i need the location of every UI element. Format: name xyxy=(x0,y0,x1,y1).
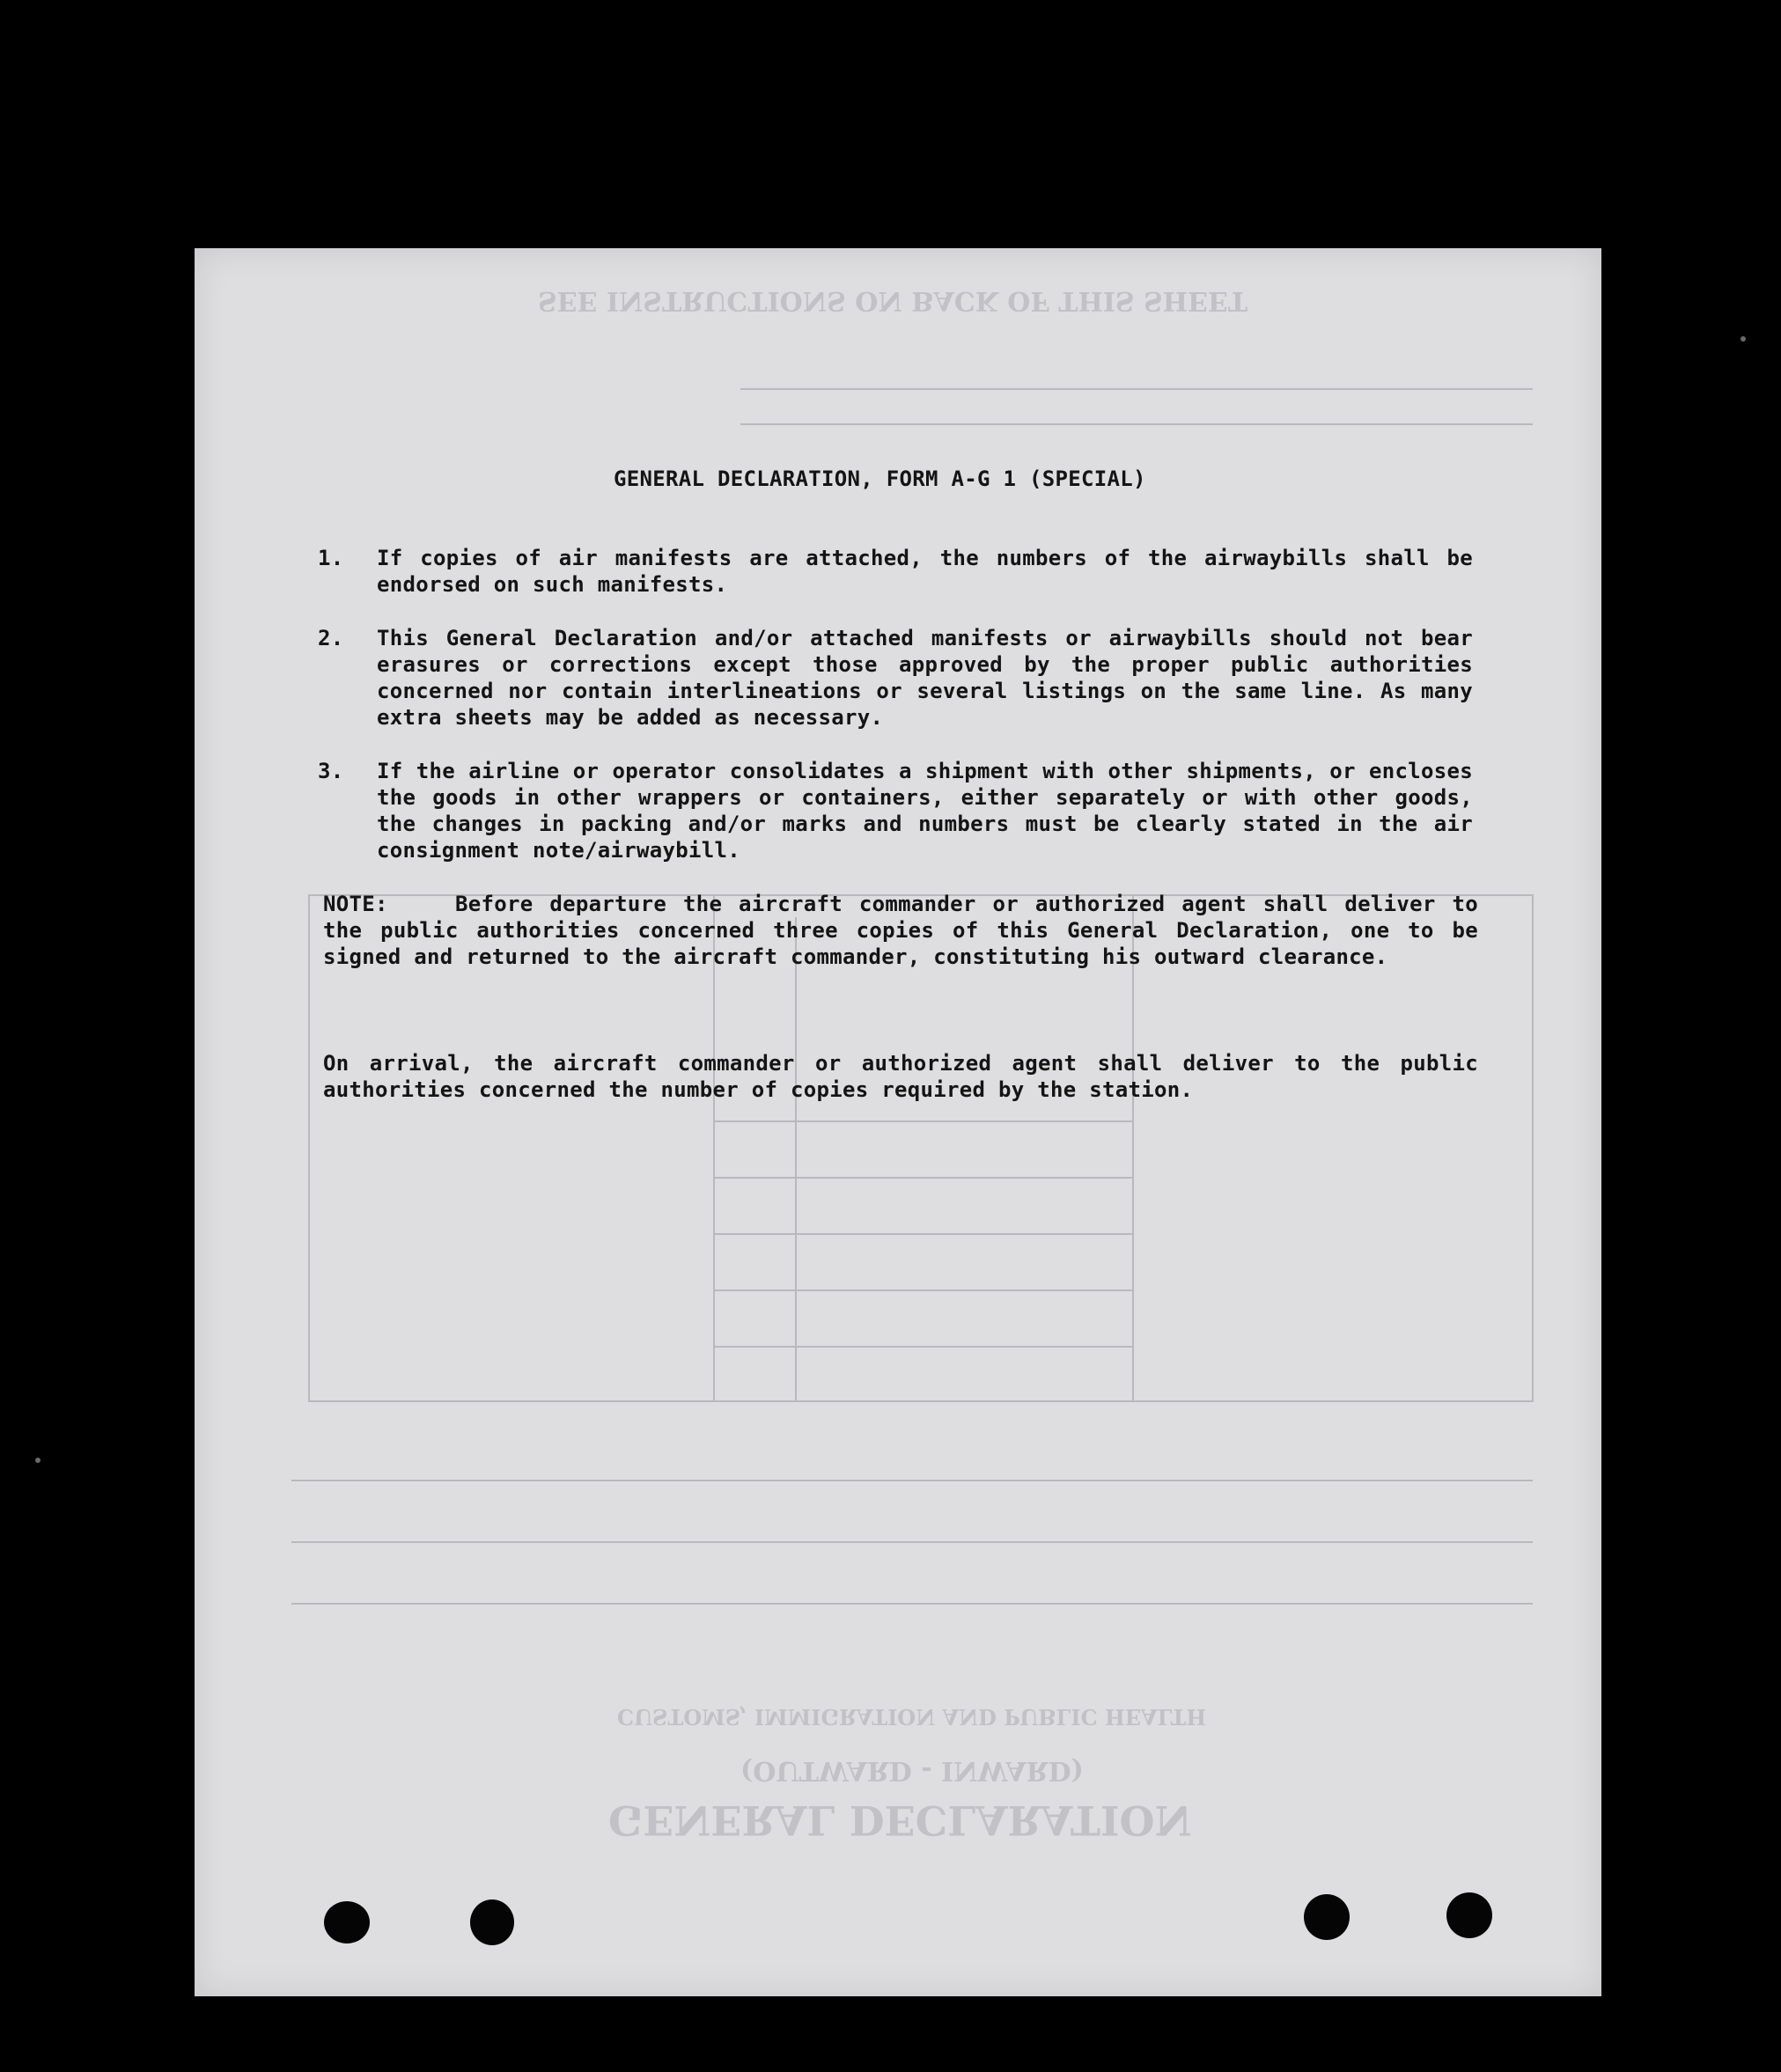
item-text: This General Declaration and/or attached manifests or airwaybills should not bear erasures or corrections except those approved by the proper public authorities concerned nor contain interlineations or several listings on the same line. As many extra sheets may be added as necessary. xyxy=(377,626,1473,730)
scan-speck xyxy=(1741,336,1746,342)
arrival-paragraph: On arrival, the aircraft commander or authorized agent shall deliver to the public authorities concerned the number of copies required by the station. xyxy=(323,1051,1478,1102)
bleed-through-graphic xyxy=(195,248,1601,1996)
item-number: 2. xyxy=(318,626,344,650)
item-number: 3. xyxy=(318,759,344,783)
punch-hole xyxy=(1446,1892,1492,1938)
document-page xyxy=(195,248,1601,1996)
svg-text:SEE INSTRUCTIONS ON BACK OF TH: SEE INSTRUCTIONS ON BACK OF THIS SHEET xyxy=(538,285,1248,316)
note-label: NOTE: xyxy=(323,892,388,916)
punch-hole xyxy=(1304,1894,1350,1940)
item-number: 1. xyxy=(318,546,344,570)
item-text: If copies of air manifests are attached, the numbers of the airwaybills shall be endorsed on such manifests. xyxy=(377,546,1473,597)
scan-speck xyxy=(35,1458,40,1463)
punch-hole xyxy=(470,1899,514,1945)
note-text: Before departure the aircraft commander or authorized agent shall deliver to the public authorities concerned three copies of this General Declaration, one to be signed and returned to the aircraft commander, constituting his outward clearance. xyxy=(323,892,1478,969)
svg-text:GENERAL DECLARATION: GENERAL DECLARATION xyxy=(608,1796,1192,1844)
page-title: GENERAL DECLARATION, FORM A-G 1 (SPECIAL) xyxy=(614,467,1146,491)
item-text: If the airline or operator consolidates a shipment with other shipments, or encloses the goods in other wrappers or containers, either separately or with other goods, the changes in packing and/or marks and numbers must be clearly stated in the air consignment note/airwaybill. xyxy=(377,759,1473,863)
svg-text:(OUTWARD - INWARD): (OUTWARD - INWARD) xyxy=(740,1755,1084,1786)
punch-hole xyxy=(324,1901,370,1943)
note-paragraph xyxy=(323,891,1478,970)
svg-text:CUSTOMS, IMMIGRATION AND PUBLI: CUSTOMS, IMMIGRATION AND PUBLIC HEALTH xyxy=(617,1704,1207,1730)
